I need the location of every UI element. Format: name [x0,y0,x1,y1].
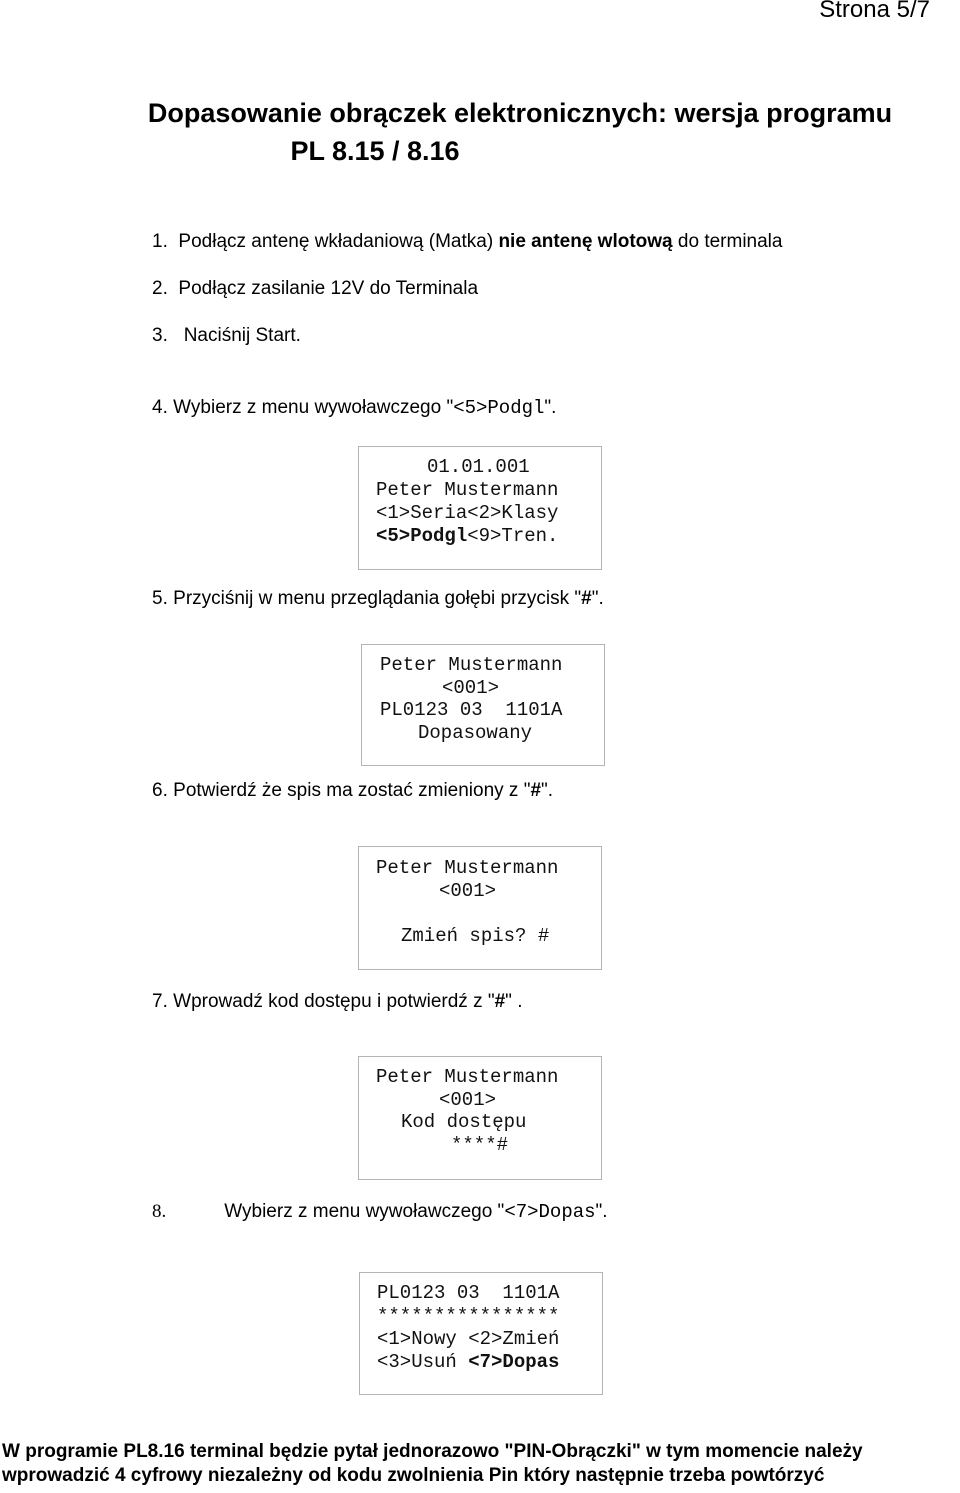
step-4 [152,397,556,419]
step-text: Naciśnij Start. [183,325,301,346]
screen-line: Peter Mustermann [376,857,559,879]
step-number: 5. [152,588,168,609]
screen-line: Peter Mustermann [376,479,559,501]
step-code: <7>Dopas [504,1201,596,1223]
step-text: Wprowadź kod dostępu i potwierdź z " [173,991,495,1012]
terminal-screen-5 [359,1272,603,1395]
step-number: 8. [152,1201,167,1222]
step-text: Podłącz antenę wkładaniową (Matka) [178,231,499,252]
step-3 [152,325,301,347]
terminal-screen-3 [358,846,602,970]
screen-line: Dopasowany [418,722,533,744]
step-number: 6. [152,780,168,801]
step-1 [152,231,782,253]
screen-line: <1>Nowy <2>Zmień [377,1328,560,1350]
screen-line: Peter Mustermann [380,654,563,676]
step-text: ". [595,1201,608,1222]
screen-line: <001> [439,1089,497,1111]
terminal-screen-4 [358,1056,602,1180]
footer-note-line-1: W programie PL8.16 terminal będzie pytał jednorazowo "PIN-Obrączki" w tym momencie należy [2,1441,863,1462]
screen-highlight: <7>Dopas [468,1351,560,1373]
screen-line: PL0123 03 1101A [380,699,563,721]
page-number: Strona 5/7 [819,0,930,23]
screen-line: Zmień spis? # [401,925,550,947]
screen-line: <1>Seria<2>Klasy [376,502,559,524]
title-line-1: Dopasowanie obrączek elektronicznych: wersja programu [147,98,893,128]
step-text: do terminala [672,231,783,252]
footer-note-line-2: wprowadzić 4 cyfrowy niezależny od kodu zwolnienia Pin który następnie trzeba powtórzyć [2,1465,825,1486]
screen-line [377,1351,559,1374]
terminal-screen-1 [358,446,602,570]
step-code: <5>Podgl [453,397,545,419]
screen-line: PL0123 03 1101A [377,1282,560,1304]
step-number: 7. [152,991,168,1012]
step-number: 3. [152,325,168,346]
screen-line: **************** [377,1305,560,1327]
step-emphasis: # [581,588,592,609]
step-text: ". [544,397,557,418]
step-number: 1. [152,231,168,252]
step-2 [152,278,478,300]
step-6 [152,780,553,802]
screen-text: <3>Usuń [377,1351,469,1373]
step-emphasis: nie antenę wlotową [498,231,673,252]
screen-line: <001> [439,880,497,902]
step-text: ". [541,780,554,801]
step-text: Wybierz z menu wywoławczego " [173,397,454,418]
title-line-2: PL 8.15 / 8.16 [290,136,460,166]
terminal-screen-2 [361,644,605,766]
screen-line: Kod dostępu [401,1111,527,1133]
step-text: Podłącz zasilanie 12V do Terminala [178,278,479,299]
step-7 [152,991,522,1013]
step-text: Wybierz z menu wywoławczego " [224,1201,505,1222]
screen-line [376,525,558,548]
screen-line: Peter Mustermann [376,1066,559,1088]
step-text: Przyciśnij w menu przeglądania gołębi przycisk " [173,588,582,609]
step-text: Potwierdź że spis ma zostać zmieniony z " [173,780,531,801]
step-number: 4. [152,397,168,418]
step-5 [152,588,604,610]
screen-line: <001> [442,677,500,699]
step-text: ". [591,588,604,609]
step-text: " . [505,991,523,1012]
step-8 [152,1201,608,1223]
screen-line: 01.01.001 [427,456,530,478]
step-emphasis: # [530,780,542,801]
screen-text: <9>Tren. [467,525,559,547]
screen-line: ****# [451,1134,509,1156]
step-emphasis: # [494,991,506,1012]
screen-highlight: <5>Podgl [376,525,468,547]
step-number: 2. [152,278,168,299]
page-title [0,94,960,170]
